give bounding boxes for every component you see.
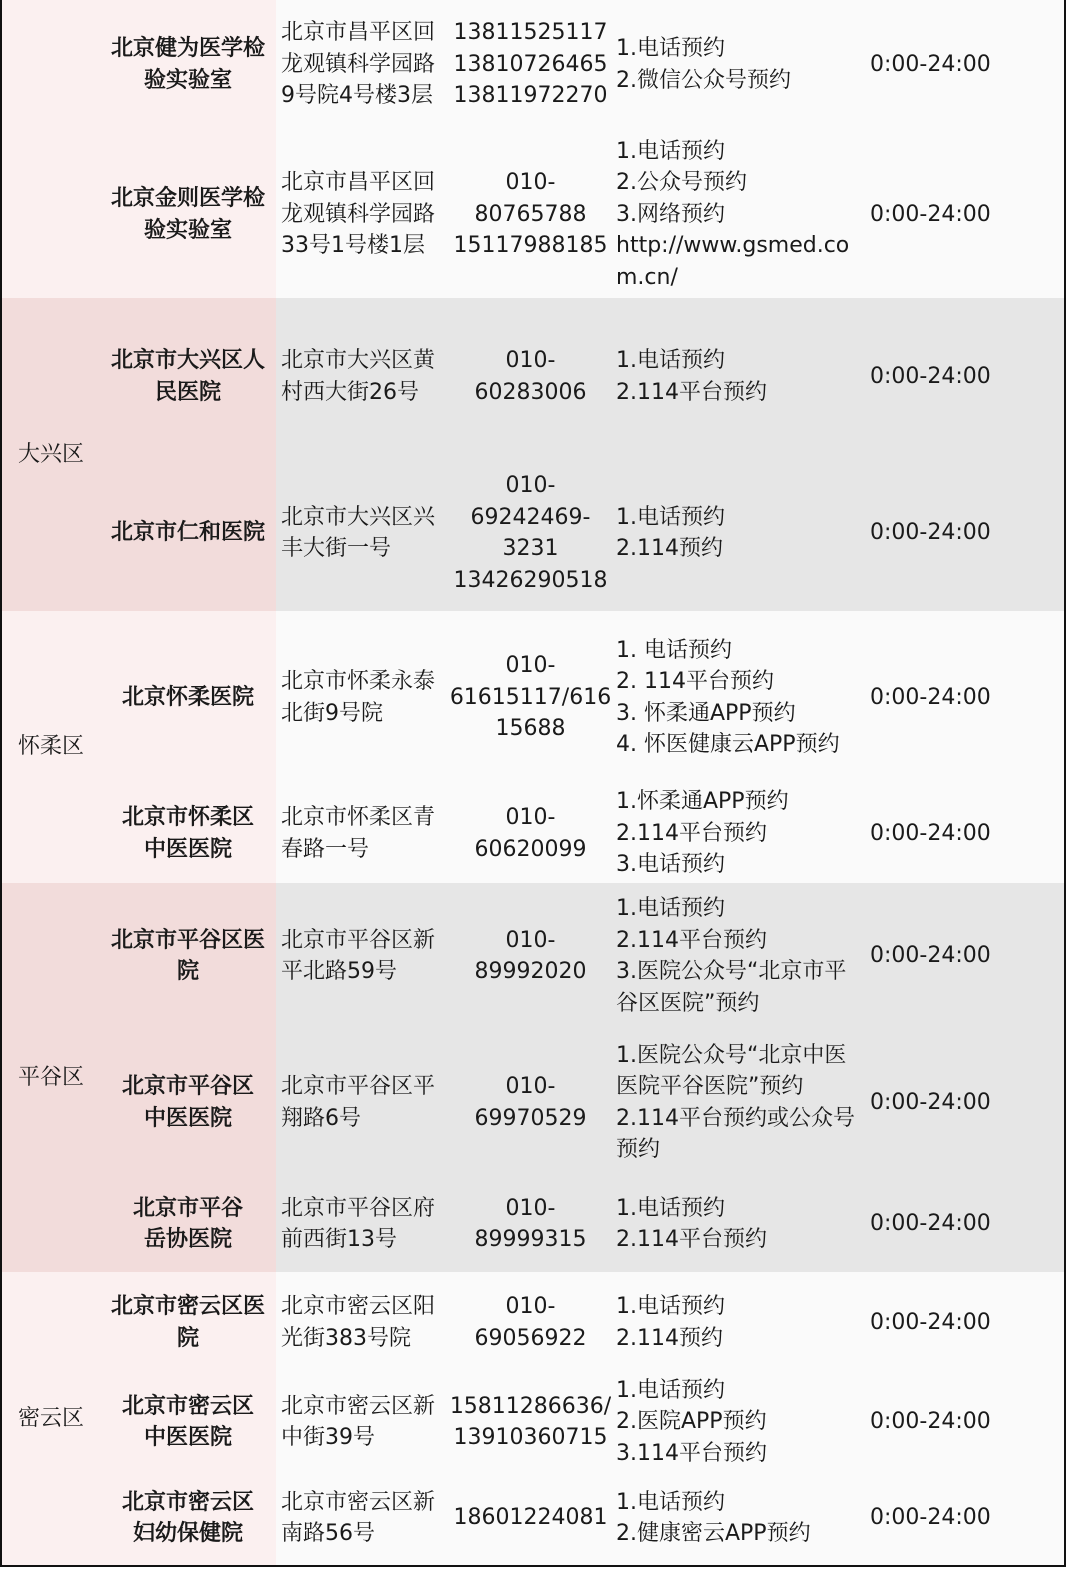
hospital-address: 北京市怀柔区青 春路一号 <box>276 784 452 885</box>
booking-methods: 1.电话预约 2.健康密云APP预约 <box>611 1471 867 1567</box>
hospital-address: 北京市平谷区新 平北路59号 <box>276 883 452 1031</box>
booking-methods: 1.电话预约 2.114预约 <box>611 455 867 613</box>
hospital-phone: 010-89992020 <box>450 883 613 1031</box>
opening-hours: 0:00-24:00 <box>865 1471 1066 1567</box>
hospital-name: 北京市大兴区人 民医院 <box>100 298 278 457</box>
hospital-address: 北京市怀柔永泰 北街9号院 <box>276 611 452 786</box>
hospital-name: 北京怀柔医院 <box>100 611 278 786</box>
hospital-name: 北京市平谷区 中医医院 <box>100 1029 278 1178</box>
booking-methods: 1.电话预约 2.114平台预约 3.医院公众号“北京市平 谷区医院”预约 <box>611 883 867 1031</box>
hospital-phone: 010-60620099 <box>450 784 613 885</box>
booking-methods: 1.电话预约 2.114平台预约 <box>611 1176 867 1274</box>
hospital-name: 北京健为医学检 验实验室 <box>100 0 278 133</box>
hospital-phone: 010-80765788 15117988185 <box>450 131 613 300</box>
hospital-phone: 010- 61615117/616 15688 <box>450 611 613 786</box>
opening-hours: 0:00-24:00 <box>865 883 1066 1031</box>
booking-methods: 1.电话预约 2.医院APP预约 3.114平台预约 <box>611 1373 867 1473</box>
district-cell <box>0 0 102 300</box>
opening-hours: 0:00-24:00 <box>865 784 1066 885</box>
booking-methods: 1.电话预约 2.微信公众号预约 <box>611 0 867 133</box>
hospital-name: 北京金则医学检 验实验室 <box>100 131 278 300</box>
hospital-address: 北京市平谷区平 翔路6号 <box>276 1029 452 1178</box>
hospital-address: 北京市大兴区兴 丰大街一号 <box>276 455 452 613</box>
hospital-name: 北京市仁和医院 <box>100 455 278 613</box>
opening-hours: 0:00-24:00 <box>865 1029 1066 1178</box>
booking-methods: 1.怀柔通APP预约 2.114平台预约 3.电话预约 <box>611 784 867 885</box>
opening-hours: 0:00-24:00 <box>865 0 1066 133</box>
hospital-name: 北京市密云区医 院 <box>100 1272 278 1375</box>
hospital-phone: 010- 69242469- 3231 13426290518 <box>450 455 613 613</box>
booking-methods: 1.医院公众号“北京中医 医院平谷医院”预约 2.114平台预约或公众号 预约 <box>611 1029 867 1178</box>
hospital-phone: 15811286636/ 13910360715 <box>450 1373 613 1473</box>
booking-methods: 1.电话预约 2.114平台预约 <box>611 298 867 457</box>
opening-hours: 0:00-24:00 <box>865 1373 1066 1473</box>
district-cell: 怀柔区 <box>0 611 102 885</box>
hospital-address: 北京市密云区新 中街39号 <box>276 1373 452 1473</box>
booking-methods: 1.电话预约 2.公众号预约 3.网络预约 http://www.gsmed.co m.cn/ <box>611 131 867 300</box>
hospital-phone: 010-89999315 <box>450 1176 613 1274</box>
hospital-name: 北京市密云区 妇幼保健院 <box>100 1471 278 1567</box>
district-cell: 大兴区 <box>0 298 102 613</box>
hospital-phone: 13811525117 13810726465 13811972270 <box>450 0 613 133</box>
hospital-name: 北京市怀柔区 中医医院 <box>100 784 278 885</box>
hospital-phone: 010-60283006 <box>450 298 613 457</box>
hospital-address: 北京市密云区新 南路56号 <box>276 1471 452 1567</box>
booking-methods: 1. 电话预约 2. 114平台预约 3. 怀柔通APP预约 4. 怀医健康云APP预约 <box>611 611 867 786</box>
opening-hours: 0:00-24:00 <box>865 1176 1066 1274</box>
hospital-name: 北京市密云区 中医医院 <box>100 1373 278 1473</box>
hospital-name: 北京市平谷 岳协医院 <box>100 1176 278 1274</box>
district-cell: 密云区 <box>0 1272 102 1567</box>
district-cell: 平谷区 <box>0 883 102 1274</box>
opening-hours: 0:00-24:00 <box>865 298 1066 457</box>
opening-hours: 0:00-24:00 <box>865 455 1066 613</box>
opening-hours: 0:00-24:00 <box>865 611 1066 786</box>
hospital-address: 北京市昌平区回 龙观镇科学园路 9号院4号楼3层 <box>276 0 452 133</box>
hospital-name: 北京市平谷区医 院 <box>100 883 278 1031</box>
opening-hours: 0:00-24:00 <box>865 1272 1066 1375</box>
hospital-phone: 010-69970529 <box>450 1029 613 1178</box>
hospital-address: 北京市大兴区黄 村西大街26号 <box>276 298 452 457</box>
hospital-phone: 18601224081 <box>450 1471 613 1567</box>
hospital-address: 北京市密云区阳 光街383号院 <box>276 1272 452 1375</box>
hospital-address: 北京市平谷区府 前西街13号 <box>276 1176 452 1274</box>
hospital-address: 北京市昌平区回 龙观镇科学园路 33号1号楼1层 <box>276 131 452 300</box>
opening-hours: 0:00-24:00 <box>865 131 1066 300</box>
booking-methods: 1.电话预约 2.114预约 <box>611 1272 867 1375</box>
hospital-phone: 010-69056922 <box>450 1272 613 1375</box>
